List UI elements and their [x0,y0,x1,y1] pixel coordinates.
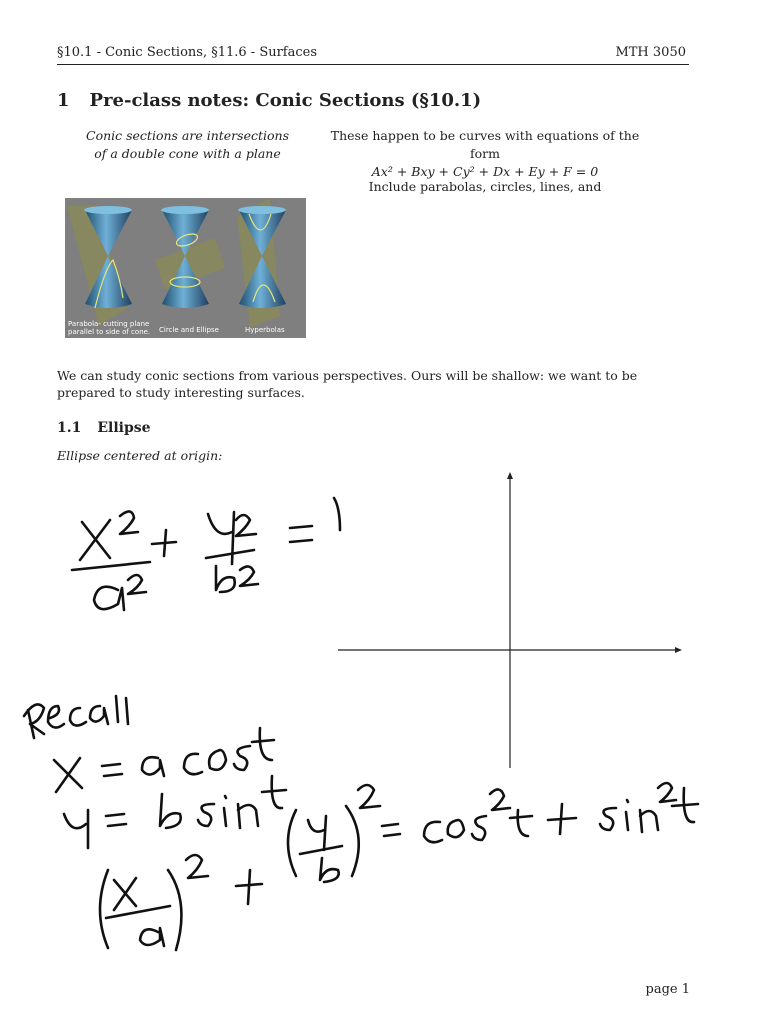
page-number: page 1 [645,982,690,997]
handwritten-x-param [54,728,274,792]
section-title-text: Pre-class notes: Conic Sections (§10.1) [89,90,482,111]
cone-caption-line1: Conic sections are intersections [86,128,289,143]
ellipse-caption: Ellipse centered at origin: [57,448,223,463]
cone-2-rim [161,206,209,214]
handwritten-y-param [64,776,286,848]
cones-illustration [65,198,306,338]
form-text: These happen to be curves with equations of the form [330,128,640,161]
label-parabola: Parabola- cutting plane parallel to side of cone. [68,320,151,336]
general-conic-equation: Ax² + Bxy + Cy² + Dx + Ey + F = 0 [371,164,599,179]
equation-block [318,127,652,181]
handwritten-ellipse-equation [72,498,340,610]
subsection-title [57,420,151,436]
label-hyperbola: Hyperbolas [245,326,285,334]
header-left: §10.1 - Conic Sections, §11.6 - Surfaces [57,45,318,60]
cone-caption-line2: of a double cone with a plane [94,146,281,161]
include-text: Include parabolas, circles, lines, and [368,179,602,194]
handwritten-notes [0,470,768,970]
cone-1-rim [84,206,132,214]
handwritten-recall [24,696,128,738]
section-number: 1 [57,90,70,111]
header-right: MTH 3050 [615,45,686,60]
subsection-number: 1.1 [57,420,82,436]
section-title [57,90,481,111]
cone-caption [80,127,295,163]
cone-3-rim [238,206,286,214]
conic-sections-figure [65,198,306,338]
label-circle-ellipse: Circle and Ellipse [159,326,219,334]
handwritten-identity [100,783,698,950]
subsection-title-text: Ellipse [97,420,151,436]
header-rule [57,64,689,65]
intro-paragraph: We can study conic sections from various perspectives. Ours will be shallow: we want to be prepared to study interesting surfaces. [57,368,638,400]
